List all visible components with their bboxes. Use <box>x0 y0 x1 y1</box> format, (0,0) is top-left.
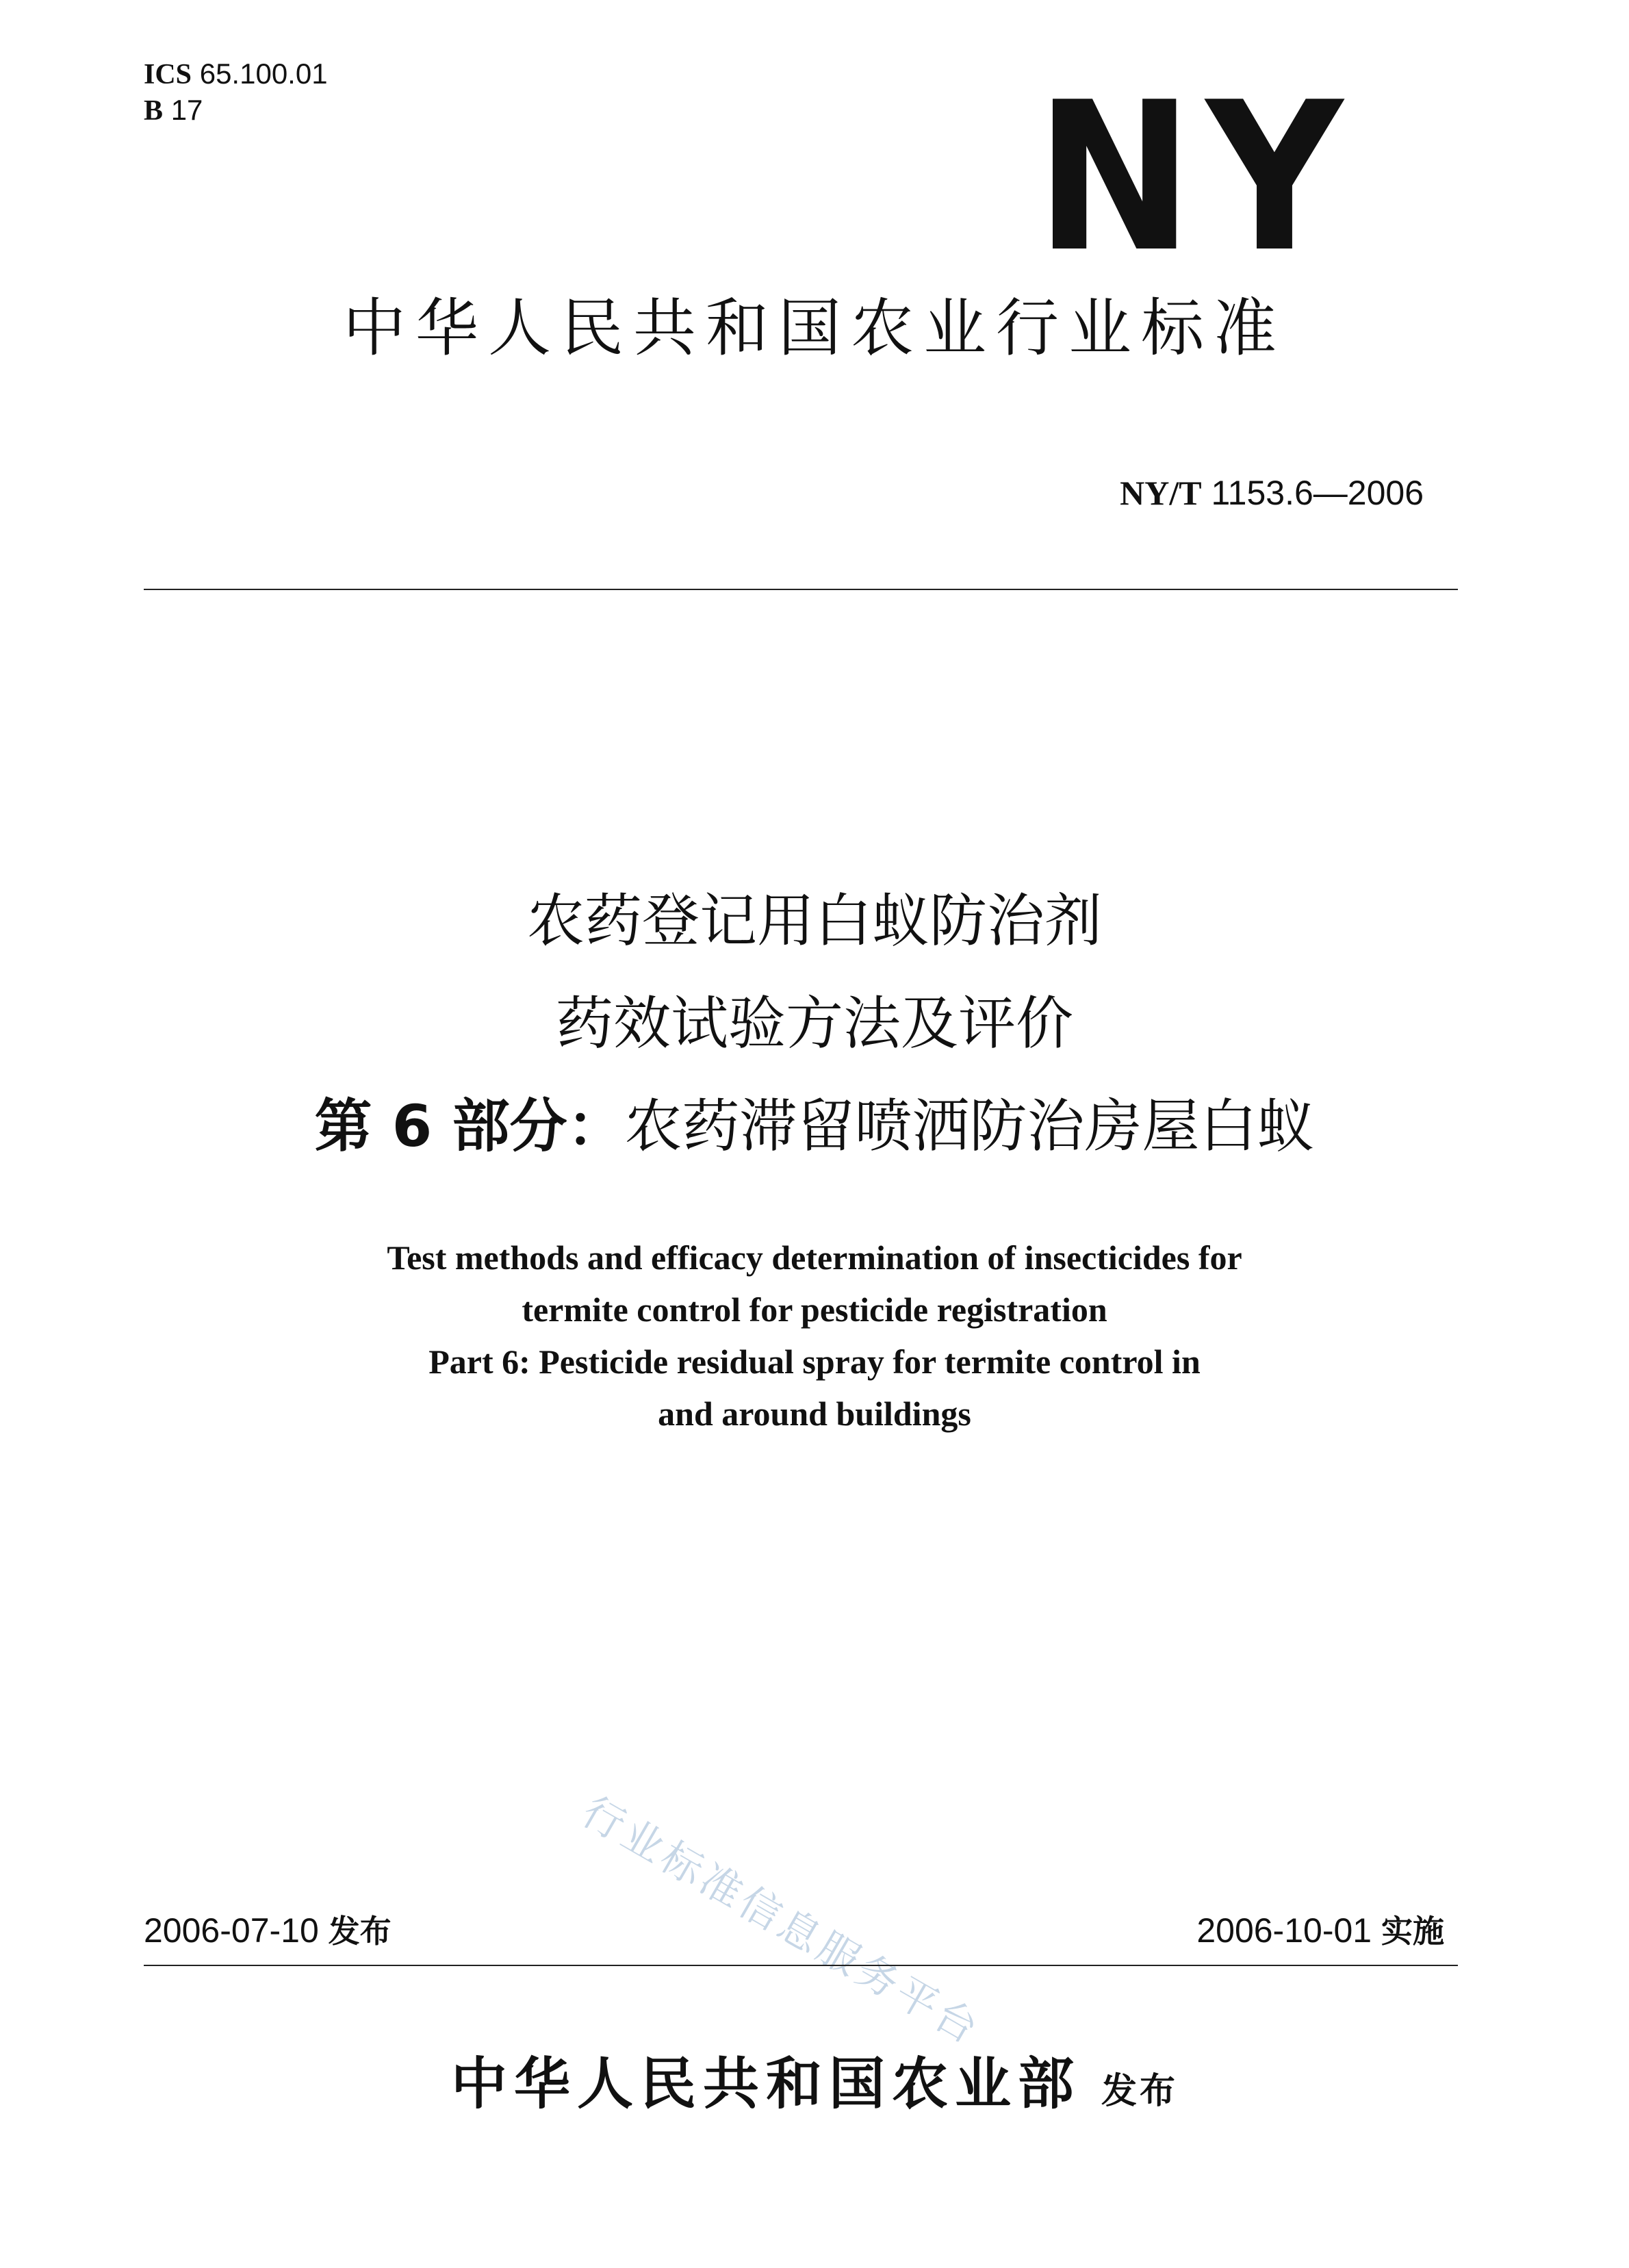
footer-divider <box>144 1965 1458 1966</box>
title-en-line2: termite control for pesticide registration <box>522 1290 1107 1329</box>
issue-date: 2006-07-10 <box>144 1911 319 1950</box>
implement-date: 2006-10-01 <box>1196 1911 1372 1950</box>
title-zh-line2: 药效试验方法及评价 <box>555 990 1073 1057</box>
issuer-label: 发布 <box>1101 2071 1179 2112</box>
watermark: 行业标准信息服务平台 <box>574 1787 990 2055</box>
title-zh-line1: 农药登记用白蚁防治剂 <box>526 887 1102 954</box>
header-title: 中华人民共和国农业行业标准 <box>342 292 1286 365</box>
issuer-name: 中华人民共和国农业部 <box>450 2052 1081 2117</box>
issue-label: 发布 <box>328 1913 392 1950</box>
title-zh-part-title: 农药滞留喷洒防治房屋白蚁 <box>624 1093 1315 1160</box>
standard-code: 1153.6—2006 <box>1211 474 1424 512</box>
ics-code: 65.100.01 <box>199 58 328 90</box>
ny-logo: NY <box>1035 58 1355 297</box>
implement-label: 实施 <box>1381 1913 1444 1950</box>
issue-date-line <box>144 1910 392 1952</box>
ccs-line <box>144 92 328 129</box>
title-zh-part: 第 6 部分： <box>314 1093 625 1160</box>
ccs-label: B <box>144 95 164 127</box>
ics-line <box>144 56 328 92</box>
ccs-code: 17 <box>170 94 203 126</box>
header-divider <box>144 589 1458 590</box>
title-en-line1: Test methods and efficacy determination of insecticides for <box>387 1238 1242 1277</box>
standard-number <box>1120 472 1424 513</box>
standard-prefix: NY/T <box>1120 474 1202 512</box>
footer-issuer <box>0 2047 1629 2129</box>
title-zh-line3 <box>0 1088 1629 1164</box>
title-en-line4: and around buildings <box>658 1394 971 1433</box>
title-en-line3: Part 6: Pesticide residual spray for termite control in <box>428 1342 1201 1381</box>
implement-date-line <box>1196 1910 1444 1952</box>
classification-codes <box>144 56 328 129</box>
ics-label: ICS <box>144 59 192 90</box>
